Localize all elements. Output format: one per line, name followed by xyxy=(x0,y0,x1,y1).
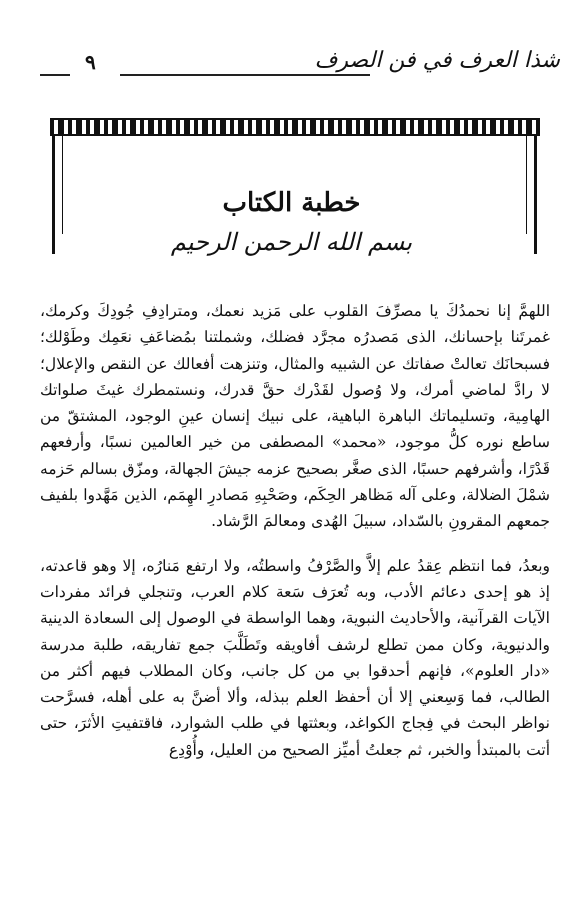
header-rule-left xyxy=(40,74,70,76)
paragraph-2: وبعدُ، فما انتظم عِقدُ علم إلاَّ والصَّرْفُ واسطتُه، ولا ارتفع مَنارُه، إلا وهو قاعدته، إذ هو إحدى دعائم الأدب، وبه تُعرَف سَعة كلام العرب، وتنجلي فرائد مفردات الآيات القرآنية، والأحاديث النبوية، وهما الواسطة في الوصول إلى السعادة الدينية والدنيوية، وكان ممن تطلع لرشف أفاويقه وتَطَلَّبَ جمع تفاريقه، طلبة مدرسة «دار العلوم»، فإنهم أحدقوا بي من كل جانب، وكان المطلاب فيهم أكثر من الطالب، فما وَسِعني إلا أن أحفظ العلم ببذله، وألا أضنَّ به على أهله، فسرَّحت نواظر البحث في فِجاج الكواغد، وبعثتها في طلب الشوارد، فاقتفيتِ الأثرَ، حتى أتت بالمبتدأ والخبر، ثم جعلتُ أميِّز الصحيح من العليل، وأُوْدِع xyxy=(40,556,550,759)
page-number: ٩ xyxy=(85,50,96,74)
paragraph-1: اللهمَّ إنا نحمدُكَ يا مصرِّفَ القلوب على مَزيد نعمك، ومترادِفِ جُودِكَ وكرمك، غمرتَنا بإحسانك، الذى مَصدرُه مجرَّد فضلك، وشملتنا بمُضاعَفِ نعَمِك وطَوْلك؛ فسبحانَك تعالتْ صفاتك عن الشبيه والمثال، وتنزهت أفعالك عن النقص والإعلال؛ لا رادَّ لماضي أمرك، ولا وُصول لقَدْرك حقَّ قدرك، ونستمطرك غيثَ صلواتك الهامِية، وتسليماتك الباهرة الباهية، على نبيك إنسان عينِ الوجود، المشتقّ من ساطع نوره كلُّ موجود، «محمد» المصطفى من خير العالمين نسبًا، وأرفعهم قَدْرًا، وأشرفهم حسبًا، الذى صغَّر بصحيح عزمه جيشَ الجهالة، ومزّق بسالم حَزمه شمْلَ الضلالة، وعلى آله مَظاهر الحِكَم، وصَحْبِهِ مَصادرِ الهِمَم، الذين مَهَّدوا بلفيف جمعهم المقرونِ بالسّداد، سبيلَ الهُدى ومعالمَ الرَّشاد. xyxy=(40,302,550,531)
running-header xyxy=(40,48,560,88)
section-title: خطبة الكتاب xyxy=(222,188,361,218)
decorative-border xyxy=(50,118,540,136)
body-text xyxy=(40,298,550,763)
running-title: شذا العرف في فن الصرف xyxy=(314,48,560,73)
frame-left-inner-bar xyxy=(62,134,63,234)
basmala: بسم الله الرحمن الرحيم xyxy=(170,228,413,256)
header-rule-middle xyxy=(120,74,370,76)
frame-right-inner-bar xyxy=(526,134,527,234)
